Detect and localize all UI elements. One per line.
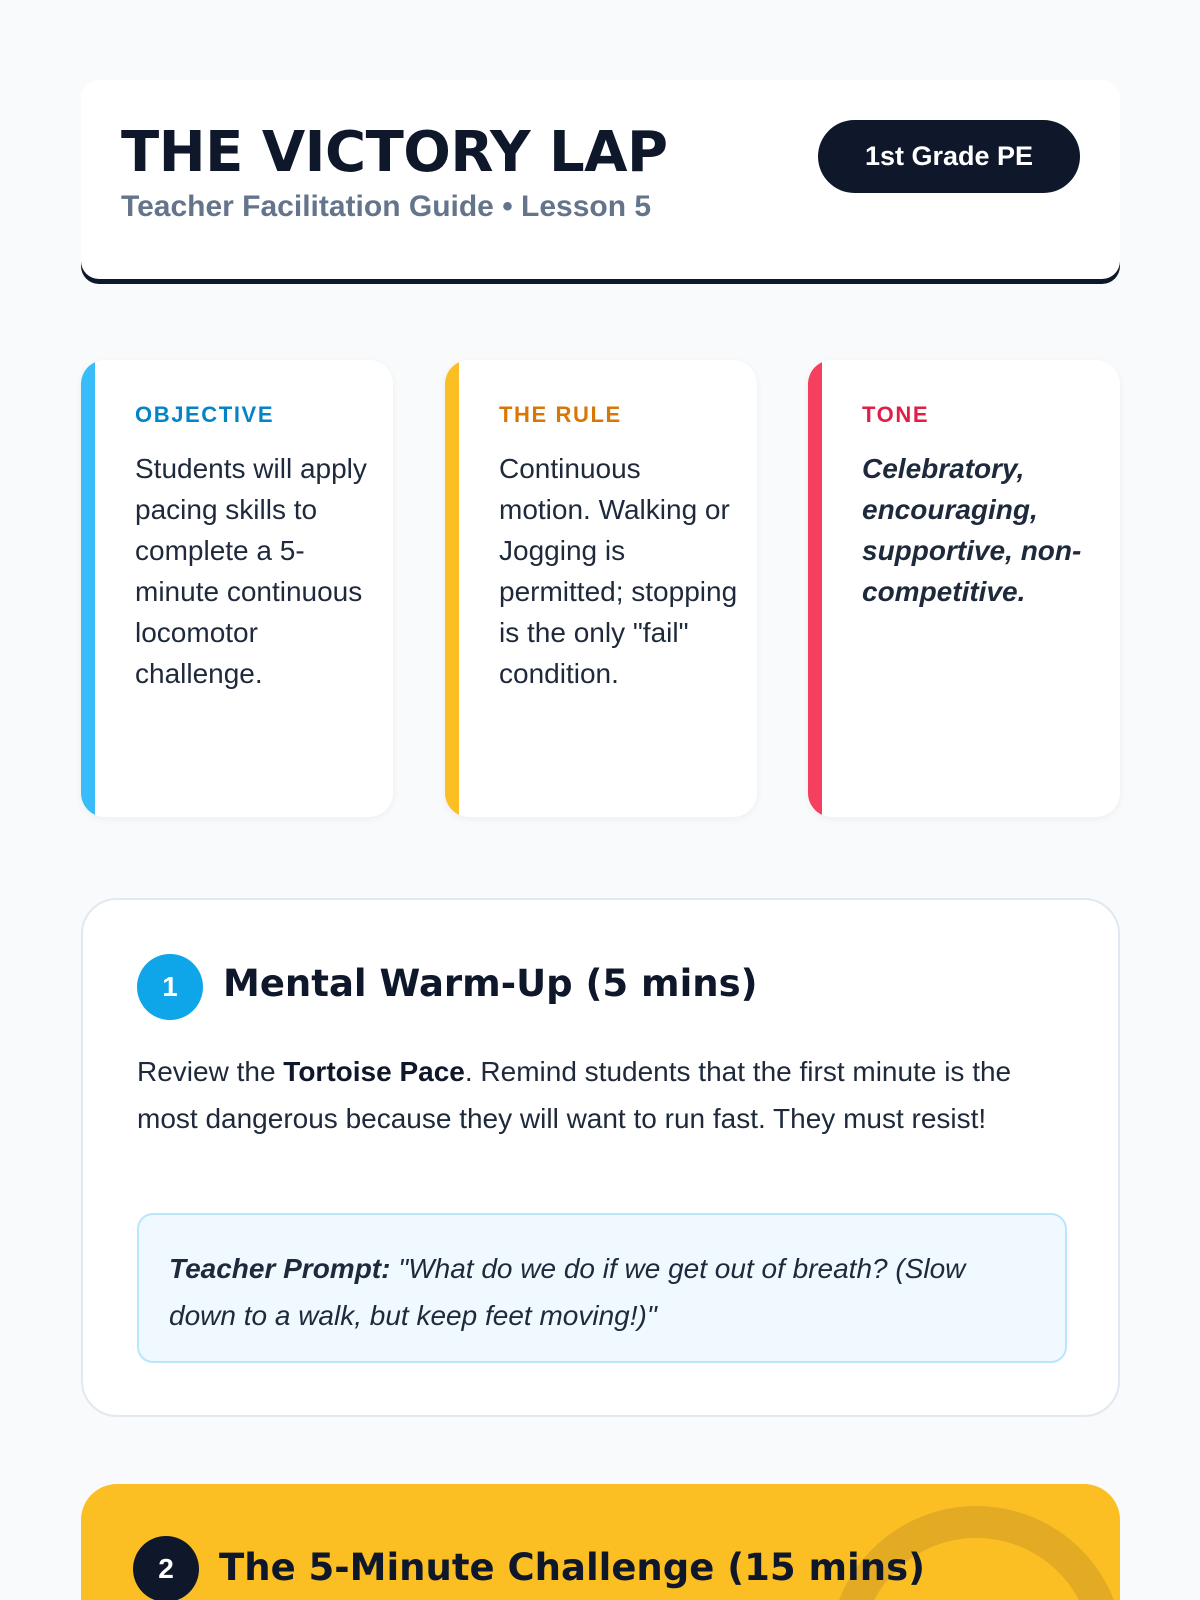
objective-stripe bbox=[81, 360, 95, 817]
body-text-bold: Tortoise Pace bbox=[283, 1056, 465, 1087]
step-number-badge: 1 bbox=[137, 954, 203, 1020]
tone-text: Celebratory, encouraging, supportive, non-competitive. bbox=[862, 453, 1082, 607]
section-mental-warm-up bbox=[81, 898, 1120, 1417]
body-text-end: . Remind students that the first minute is the most dangerous because they will want to run fast. They must resist! bbox=[137, 1056, 1012, 1134]
objective-text: Students will apply pacing skills to complete a 5-minute continuous locomotor challenge. bbox=[135, 453, 367, 689]
section-title: Mental Warm-Up (5 mins) bbox=[223, 962, 758, 1005]
tone-card bbox=[808, 360, 1120, 817]
page-title: THE VICTORY LAP bbox=[121, 120, 668, 185]
tone-label: TONE bbox=[862, 402, 930, 427]
grade-badge: 1st Grade PE bbox=[818, 120, 1080, 193]
header-card bbox=[81, 80, 1120, 279]
objective-label: OBJECTIVE bbox=[135, 402, 275, 427]
section-title: The 5-Minute Challenge (15 mins) bbox=[219, 1546, 926, 1589]
prompt-label: Teacher Prompt: bbox=[169, 1253, 391, 1284]
rule-text: Continuous motion. Walking or Jogging is permitted; stopping is the only "fail" condition. bbox=[499, 453, 738, 689]
page-subtitle: Teacher Facilitation Guide • Lesson 5 bbox=[121, 190, 652, 223]
rule-stripe bbox=[445, 360, 459, 817]
rule-label: THE RULE bbox=[499, 402, 622, 427]
step-number-badge: 2 bbox=[133, 1536, 199, 1600]
teacher-prompt-box bbox=[137, 1213, 1067, 1363]
prompt-text: "What do we do if we get out of breath? (Slow down to a walk, but keep feet moving!)" bbox=[169, 1253, 966, 1331]
tone-stripe bbox=[808, 360, 822, 817]
rule-card bbox=[445, 360, 757, 817]
body-text-start: Review the bbox=[137, 1056, 284, 1087]
section-body bbox=[137, 1048, 1067, 1142]
objective-card bbox=[81, 360, 393, 817]
section-five-minute-challenge bbox=[81, 1484, 1120, 1600]
